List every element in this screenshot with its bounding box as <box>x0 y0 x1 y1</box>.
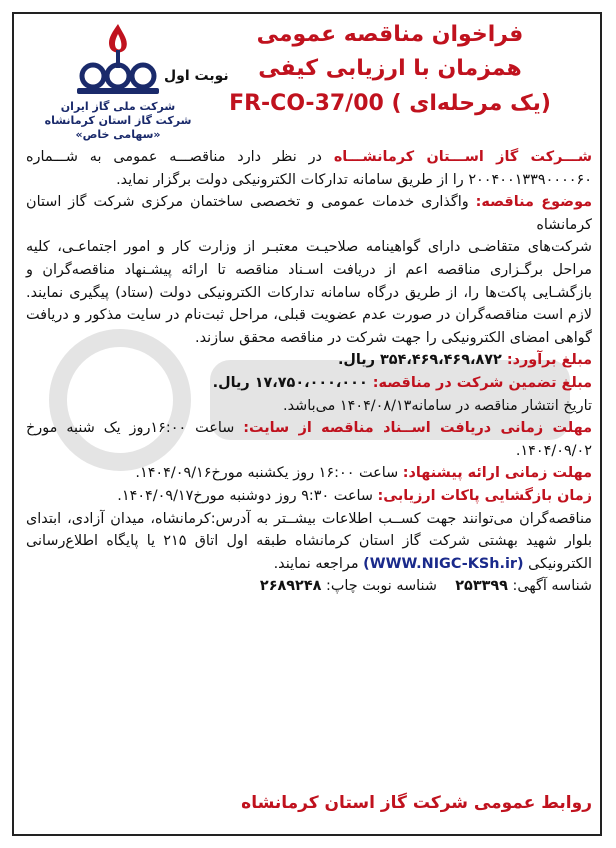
estimate-label: مبلغ برآورد: <box>506 352 592 369</box>
intro-paragraph <box>26 146 592 191</box>
estimate-value: ۳۵۴،۴۶۹،۴۶۹،۸۷۲ ریال. <box>337 352 507 369</box>
guarantee-value: ۱۷،۷۵۰،۰۰۰،۰۰۰ ریال. <box>212 374 373 391</box>
title-block <box>200 18 580 122</box>
opening-label: زمان بازگشایی پاکات ارزیابی: <box>377 487 592 504</box>
proposal-deadline-value: ساعت ۱۶:۰۰ روز یکشنبه مورخ۱۴۰۴/۰۹/۱۶. <box>135 465 403 482</box>
publish-paragraph: تاریخ انتشار مناقصه در سامانه۱۴۰۴/۰۸/۱۳ می‌باشد. <box>283 397 592 414</box>
subject-label: موضوع مناقصه: <box>475 194 592 211</box>
tender-code: (یک مرحله‌ای ) FR-CO-37/00 <box>229 91 551 116</box>
print-id-label: شناسه نوبت چاپ: <box>325 578 437 595</box>
company-name-national: شرکت ملی گاز ایران <box>60 100 176 113</box>
ad-id-value: ۲۵۳۳۹۹ <box>455 578 508 595</box>
header <box>14 14 602 144</box>
notice-body <box>26 146 592 598</box>
page-subtitle: همزمان با ارزیابی کیفی <box>258 56 522 81</box>
contact-text-before: مناقصه‌گران می‌توانند جهت کســب اطلاعات بیشــتر به آدرس:کرمانشاه، میدان آزادی، ابتدای بلوار شهید بهشتی شرکت گاز استان کرمانشاه طبقه اول اتاق ۲۱۵ یا پایگاه اطلاع‌رسانی الکترونیکی <box>26 510 592 572</box>
doc-deadline-label: مهلت زمانی دریافت اســناد مناقصه از سایت: <box>243 420 593 437</box>
website-link[interactable]: (WWW.NIGC-KSh.ir) <box>363 555 524 572</box>
round-label: نوبت اول <box>164 68 229 84</box>
intro-text: در نظر دارد مناقصـــه عمومی به شـــماره ۲۰۰۴۰۰۱۳۳۹۰۰۰۰۶۰ را از طریق سامانه تدارکات الکترونیکی دولت برگزار نماید. <box>26 149 592 188</box>
footer-signature: روابط عمومی شرکت گاز استان کرمانشاه <box>241 793 592 813</box>
page-title: فراخوان مناقصه عمومی <box>256 22 524 47</box>
guarantee-label: مبلغ تضمین شرکت در مناقصه: <box>372 374 592 391</box>
subject-paragraph <box>26 191 592 236</box>
company-type: «سهامی خاص» <box>75 128 161 141</box>
doc-deadline-value: ساعت ۱۶:۰۰روز یک شنبه مورخ ۱۴۰۴/۰۹/۰۲. <box>26 420 592 459</box>
opening-value: ساعت ۹:۳۰ روز دوشنبه مورخ۱۴۰۴/۰۹/۱۷. <box>117 487 378 504</box>
requirements-paragraph: شرکت‌های متقاضـی دارای گواهینامه صلاحیـت معتبـر از وزارت کار و امور اجتماعـی، کلیه مراحل برگـزاری مناقصه اعم از دریافت اسـناد مناقصه تا ارائه پیشـنهاد مناقصه‌گران و بازگشـایی پاکت‌ها را، از طریق درگاه سامانه تدارکات الکترونیکی دولت (ستاد) پیگیری نمایند. لازم است مناقصه‌گران در صورت عدم عضویت قبلی، مراحل ثبت‌نام در سایت مذکور و دریافت گواهی امضای الکترونیکی را جهت شرکت در مناقصه محقق سازند. <box>26 239 592 346</box>
ad-id-label: شناسه آگهی: <box>512 578 592 595</box>
estimate-paragraph <box>26 349 592 372</box>
contact-paragraph <box>26 508 592 576</box>
doc-deadline-paragraph <box>26 417 592 462</box>
proposal-deadline-paragraph <box>26 462 592 485</box>
company-name-provincial: شرکت گاز استان کرمانشاه <box>44 114 192 127</box>
ids-paragraph <box>26 575 592 598</box>
print-id-value: ۲۶۸۹۲۴۸ <box>259 578 322 595</box>
subject-text: واگذاری خدمات عمومی و تخصصی ساختمان مرکزی شرکت گاز استان کرمانشاه <box>26 194 592 233</box>
proposal-deadline-label: مهلت زمانی ارائه پیشنهاد: <box>402 465 592 482</box>
intro-company: شـــرکت گاز اســـتان کرمانشـــاه <box>333 149 592 165</box>
opening-paragraph <box>26 485 592 508</box>
nigc-flame-logo-icon <box>63 20 173 100</box>
guarantee-paragraph <box>26 372 592 395</box>
contact-text-after: مراجعه نمایند. <box>273 555 364 572</box>
